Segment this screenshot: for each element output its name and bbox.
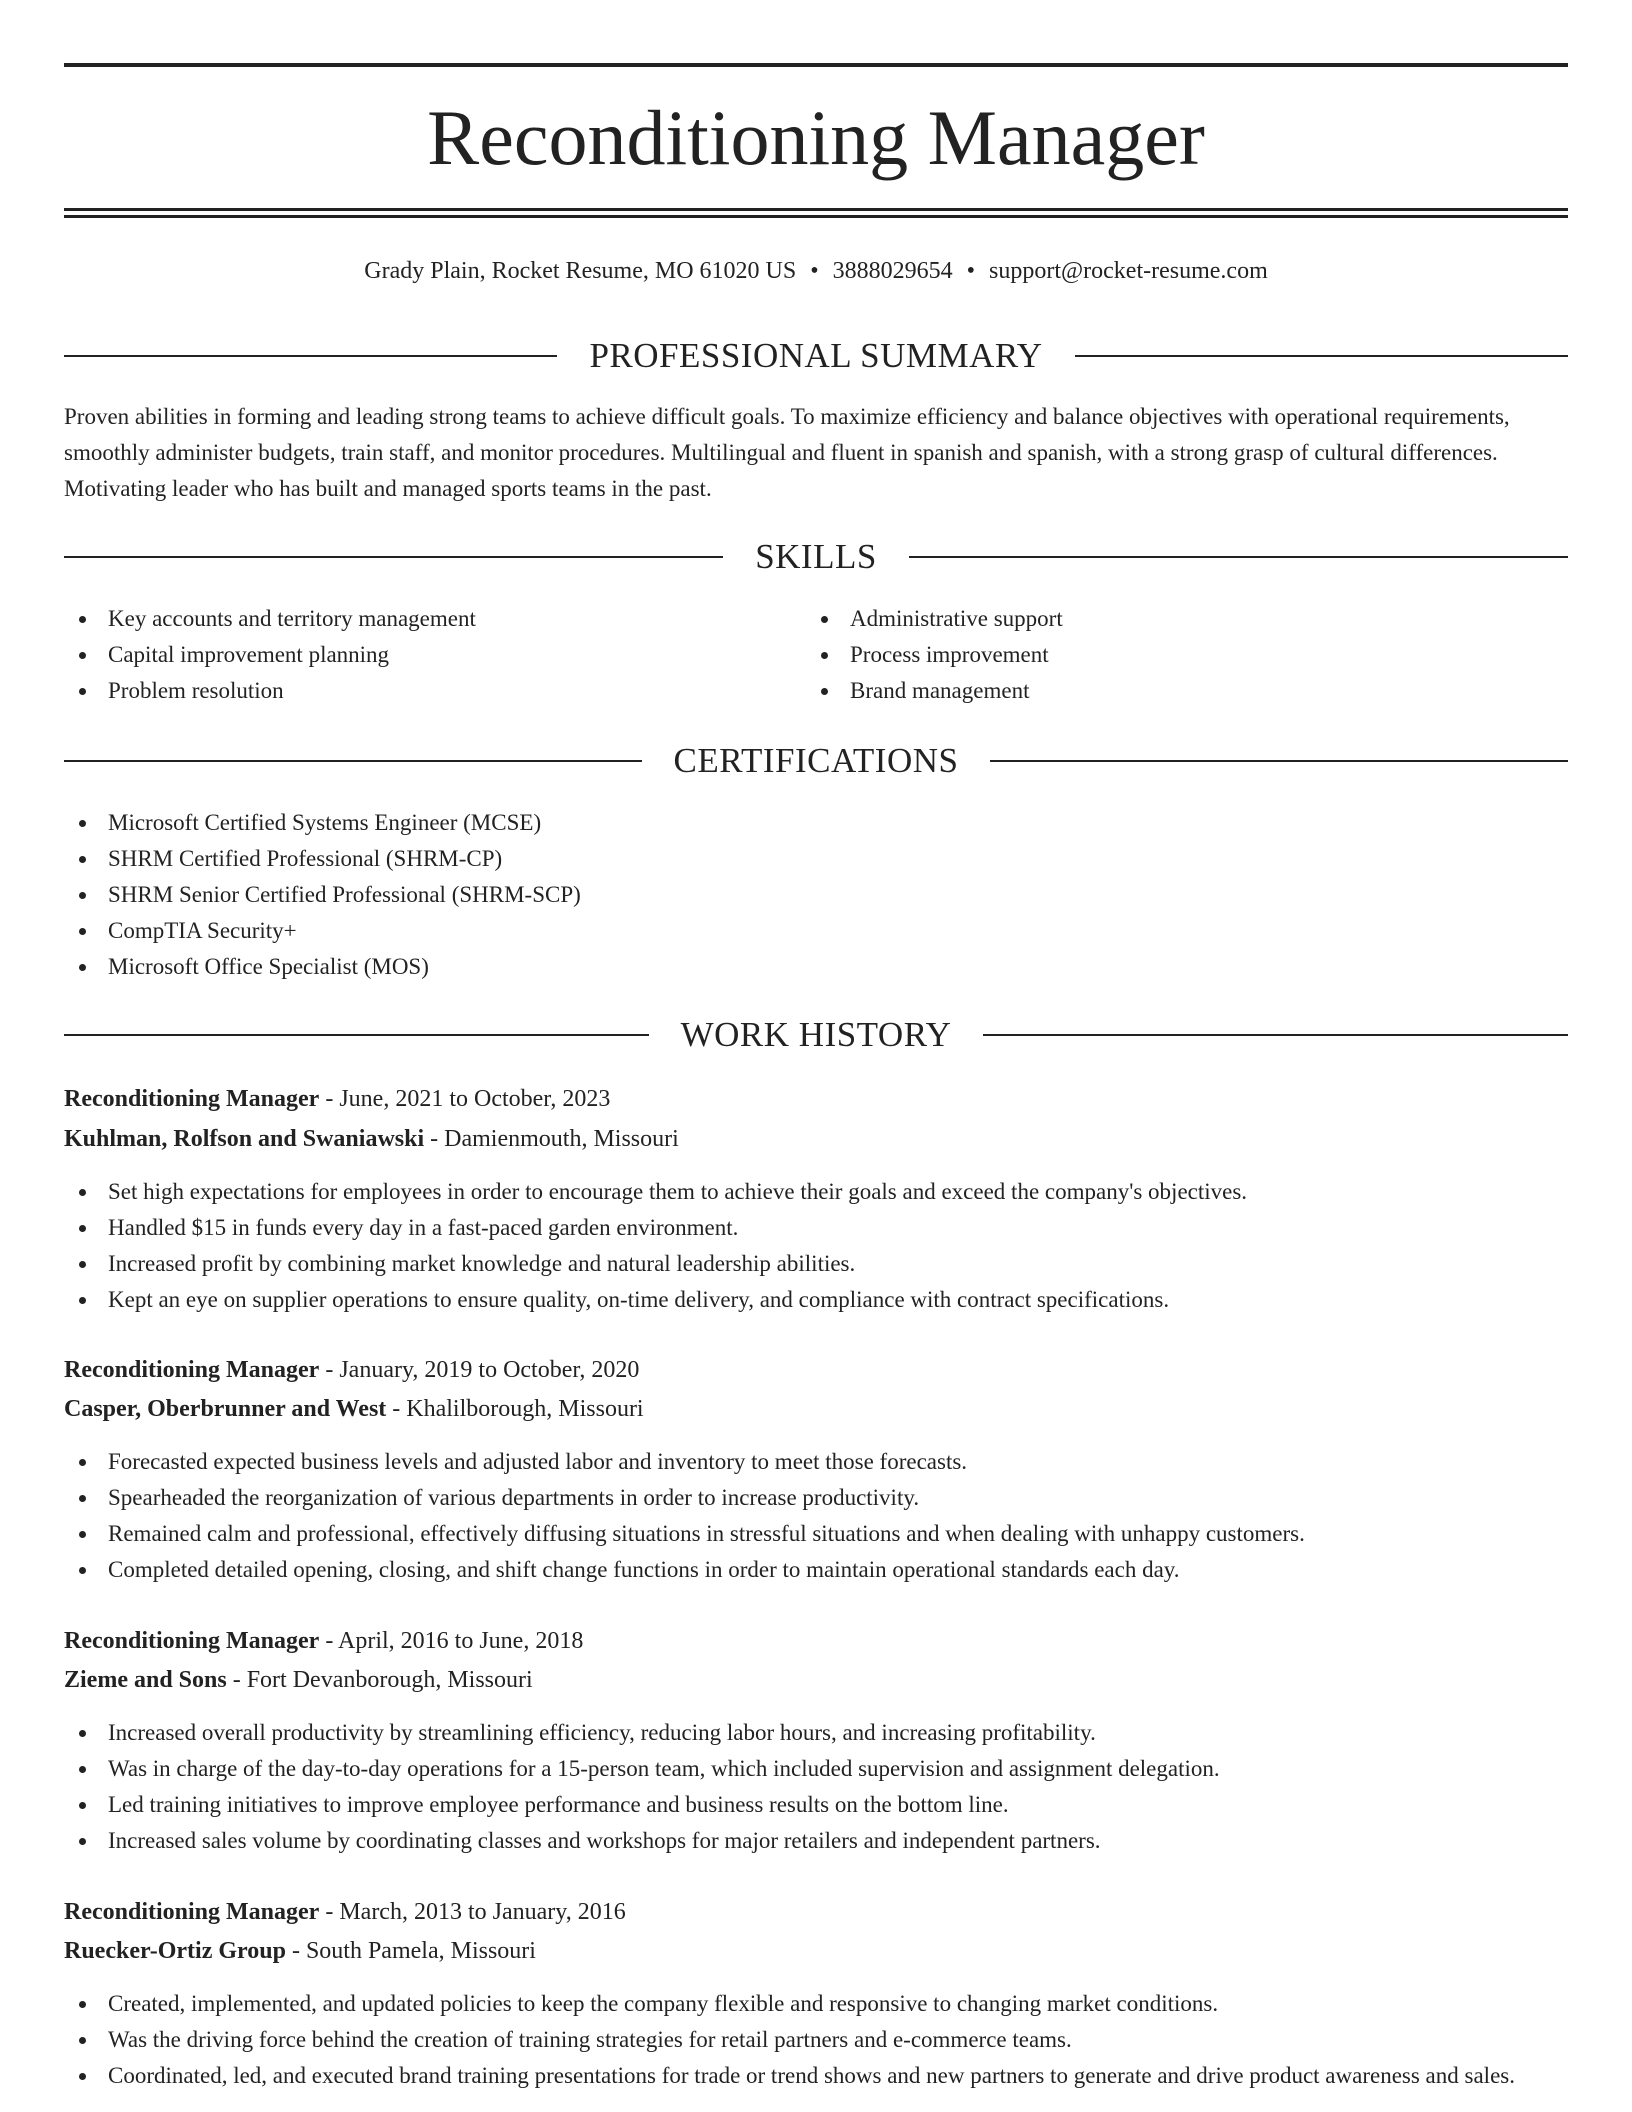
job-dates: - April, 2016 to June, 2018 — [319, 1628, 584, 1654]
job-location: - Fort Devanborough, Missouri — [226, 1667, 533, 1693]
skill-item: Capital improvement planning — [64, 637, 764, 673]
job-company-line — [64, 1390, 1568, 1428]
certification-item: SHRM Senior Certified Professional (SHRM-SCP) — [64, 877, 1568, 913]
skills-list-right — [806, 601, 1506, 709]
title-rule-lower — [64, 215, 1568, 218]
job-bullet: Created, implemented, and updated policies to keep the company flexible and responsive to changing market conditions. — [64, 1986, 1568, 2022]
contact-phone: 3888029654 — [832, 258, 953, 284]
section-title: CERTIFICATIONS — [673, 741, 959, 780]
job-title-line — [64, 1893, 1568, 1931]
certification-item: SHRM Certified Professional (SHRM-CP) — [64, 841, 1568, 877]
job-company-line — [64, 1932, 1568, 1970]
section-rule — [909, 556, 1568, 558]
skill-item: Key accounts and territory management — [64, 601, 764, 637]
skill-item: Administrative support — [806, 601, 1506, 637]
job-location: - South Pamela, Missouri — [285, 1938, 536, 1964]
section-rule — [64, 355, 557, 357]
certification-item: Microsoft Certified Systems Engineer (MCSE) — [64, 805, 1568, 841]
job-bullet: Handled $15 in funds every day in a fast-paced garden environment. — [64, 1210, 1568, 1246]
top-rule — [64, 63, 1568, 67]
contact-line — [64, 253, 1568, 289]
job-bullet: Coordinated, led, and executed brand training presentations for trade or trend shows and new partners to generate and drive product awareness and sales. — [64, 2058, 1568, 2094]
job-title-line — [64, 1080, 1568, 1118]
job-bullet: Was the driving force behind the creation of training strategies for retail partners and e-commerce teams. — [64, 2022, 1568, 2058]
job-bullet: Set high expectations for employees in order to encourage them to achieve their goals and exceed the company's objectives. — [64, 1174, 1568, 1210]
job-bullet: Was in charge of the day-to-day operations for a 15-person team, which included supervision and assignment delegation. — [64, 1751, 1568, 1787]
section-rule — [1075, 355, 1568, 357]
section-rule — [64, 1034, 649, 1036]
section-rule — [983, 1034, 1568, 1036]
job-company: Ruecker-Ortiz Group — [64, 1938, 286, 1964]
job-location: - Khalilborough, Missouri — [386, 1396, 644, 1422]
job-company-line — [64, 1661, 1568, 1699]
job-bullets — [64, 1986, 1568, 2094]
contact-separator: • — [810, 258, 819, 284]
job-bullet: Increased overall productivity by streamlining efficiency, reducing labor hours, and increasing profitability. — [64, 1715, 1568, 1751]
section-rule — [990, 760, 1568, 762]
job-bullet: Led training initiatives to improve employee performance and business results on the bottom line. — [64, 1787, 1568, 1823]
job-title: Reconditioning Manager — [64, 1899, 320, 1925]
section-title: PROFESSIONAL SUMMARY — [589, 336, 1043, 375]
section-header-certifications — [64, 741, 1568, 781]
skill-item: Process improvement — [806, 637, 1506, 673]
section-rule — [64, 760, 642, 762]
job-bullet: Spearheaded the reorganization of various departments in order to increase productivity. — [64, 1480, 1568, 1516]
section-rule — [64, 556, 723, 558]
summary-text: Proven abilities in forming and leading strong teams to achieve difficult goals. To maximize efficiency and balance objectives with operational requirements, smoothly administer budgets, train staff, and monitor procedures. Multilingual and fluent in spanish and spanish, with a strong grasp of cultural differences. Motivating leader who has built and managed sports teams in the past. — [64, 404, 1510, 501]
job-bullets — [64, 1715, 1568, 1859]
job-bullets — [64, 1174, 1568, 1318]
skill-item: Brand management — [806, 673, 1506, 709]
job-dates: - March, 2013 to January, 2016 — [319, 1899, 626, 1925]
certifications-list — [64, 805, 1568, 985]
job-bullet: Forecasted expected business levels and adjusted labor and inventory to meet those forecasts. — [64, 1444, 1568, 1480]
job-dates: - June, 2021 to October, 2023 — [319, 1086, 611, 1112]
job-bullet: Completed detailed opening, closing, and shift change functions in order to maintain operational standards each day. — [64, 1552, 1568, 1588]
job-bullet: Kept an eye on supplier operations to ensure quality, on-time delivery, and compliance with contract specifications. — [64, 1282, 1568, 1318]
skills-list-left — [64, 601, 764, 709]
contact-address: Grady Plain, Rocket Resume, MO 61020 US — [364, 258, 797, 284]
contact-email[interactable]: support@rocket-resume.com — [989, 258, 1268, 284]
job-company: Zieme and Sons — [64, 1667, 227, 1693]
job-bullet: Increased profit by combining market knowledge and natural leadership abilities. — [64, 1246, 1568, 1282]
section-header-work-history — [64, 1015, 1568, 1055]
section-header-summary — [64, 336, 1568, 376]
job-title: Reconditioning Manager — [64, 1086, 320, 1112]
job-bullet: Increased sales volume by coordinating classes and workshops for major retailers and independent partners. — [64, 1823, 1568, 1859]
section-title: SKILLS — [755, 537, 877, 576]
skill-item: Problem resolution — [64, 673, 764, 709]
job-dates: - January, 2019 to October, 2020 — [319, 1357, 640, 1383]
certification-item: CompTIA Security+ — [64, 913, 1568, 949]
certification-item: Microsoft Office Specialist (MOS) — [64, 949, 1568, 985]
job-title: Reconditioning Manager — [64, 1628, 320, 1654]
job-company-line — [64, 1120, 1568, 1158]
job-company: Kuhlman, Rolfson and Swaniawski — [64, 1126, 425, 1152]
section-title: WORK HISTORY — [680, 1015, 952, 1054]
job-title-line — [64, 1622, 1568, 1660]
resume-title: Reconditioning Manager — [427, 94, 1205, 181]
job-company: Casper, Oberbrunner and West — [64, 1396, 387, 1422]
section-header-skills — [64, 537, 1568, 577]
job-bullet: Remained calm and professional, effectively diffusing situations in stressful situations and when dealing with unhappy customers. — [64, 1516, 1568, 1552]
job-bullets — [64, 1444, 1568, 1588]
job-title: Reconditioning Manager — [64, 1357, 320, 1383]
job-location: - Damienmouth, Missouri — [424, 1126, 679, 1152]
contact-separator: • — [966, 258, 976, 284]
title-rule-upper — [64, 208, 1568, 211]
job-title-line — [64, 1351, 1568, 1389]
